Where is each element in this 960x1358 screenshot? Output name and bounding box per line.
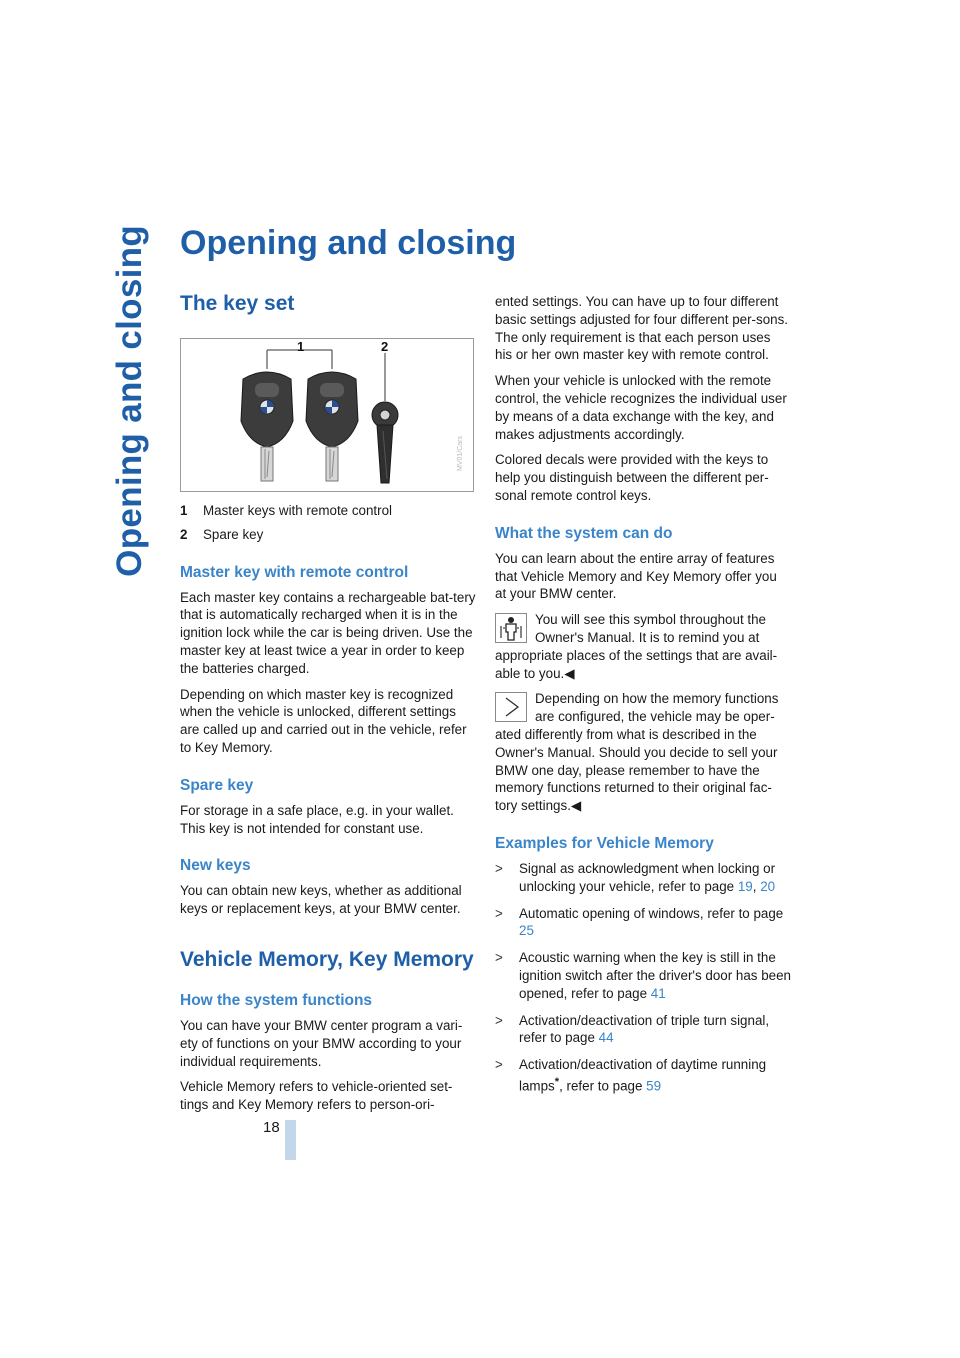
- note-memory-symbol: [495, 611, 791, 682]
- new-keys-heading: New keys: [180, 857, 251, 875]
- spare-key-icon: [372, 402, 398, 483]
- optional-equipment-star: *: [554, 1075, 560, 1088]
- list-item: > Activation/deactivation of daytime running lamps*, refer to page 59: [495, 1057, 767, 1094]
- page-number-bar: [285, 1120, 296, 1160]
- page-link-41[interactable]: 41: [650, 985, 666, 1001]
- note-configuration-text: Depending on how the memory functions are configured, the vehicle may be oper-ated differently from what is described in the Owner's Manual. Should you decide to sell your BMW one day, please remember to have the memory functions returned to their original fac-tory settings.◀: [495, 691, 779, 814]
- how-paragraph-2: Vehicle Memory refers to vehicle-oriented set-tings and Key Memory refers to person-ori-: [180, 1079, 453, 1113]
- page-link-44[interactable]: 44: [598, 1030, 614, 1046]
- note-configuration: [495, 690, 791, 815]
- key-set-heading: The key set: [180, 292, 295, 315]
- what-paragraph-1: You can learn about the entire array of features that Vehicle Memory and Key Memory offer you at your BMW center.: [495, 550, 777, 602]
- left-column: [180, 290, 476, 1114]
- person-settings-icon: [495, 613, 527, 643]
- key-set-figure: [180, 338, 474, 492]
- what-system-can-do-heading: What the system can do: [495, 524, 673, 542]
- master-key-1-icon: [241, 372, 293, 481]
- master-key-2-icon: [306, 372, 358, 481]
- side-tab-label: Opening and closing: [110, 225, 149, 577]
- list-item: > Acoustic warning when the key is still in the ignition switch after the driver's door has been opened, refer to page 41: [495, 950, 792, 1001]
- page-link-19[interactable]: 19: [737, 878, 753, 894]
- how-system-functions-heading: How the system functions: [180, 991, 373, 1009]
- page-link-25[interactable]: 25: [519, 923, 534, 939]
- list-item: > Automatic opening of windows, refer to page 25: [495, 905, 784, 939]
- list-item: > Activation/deactivation of triple turn signal, refer to page 44: [495, 1012, 770, 1046]
- side-tab: [100, 225, 160, 1065]
- new-keys-text: You can obtain new keys, whether as additional keys or replacement keys, at your BMW center.: [180, 883, 462, 917]
- legend-item-1: 1 Master keys with remote control: [180, 503, 393, 518]
- how-paragraph-2-cont: ented settings. You can have up to four different basic settings adjusted for four different per-sons. The only requirement is that each person uses his or her own master key with remote control.: [495, 294, 789, 363]
- key-set-illustration: [181, 339, 473, 491]
- right-column: [495, 293, 791, 1095]
- figure-watermark: MV01/Cars: [457, 435, 464, 471]
- callout-2: 2: [381, 339, 389, 354]
- spare-key-text: For storage in a safe place, e.g. in your wallet. This key is not intended for constant use.: [180, 802, 454, 836]
- page-number: 18: [263, 1119, 280, 1136]
- master-key-paragraph-2: Depending on which master key is recognized when the vehicle is unlocked, different settings are called up and carried out in the vehicle, refer to Key Memory.: [180, 686, 467, 755]
- how-paragraph-1: You can have your BMW center program a vari-ety of functions on your BMW according to your individual requirements.: [180, 1017, 463, 1069]
- page-link-20[interactable]: 20: [760, 878, 776, 894]
- master-key-heading: Master key with remote control: [180, 563, 409, 581]
- vehicle-memory-heading: Vehicle Memory, Key Memory: [180, 947, 474, 971]
- list-item: > Signal as acknowledgment when locking or unlocking your vehicle, refer to page 19, 20: [495, 860, 776, 894]
- examples-heading: Examples for Vehicle Memory: [495, 834, 714, 852]
- note-memory-symbol-text: You will see this symbol throughout the Owner's Manual. It is to remind you at appropriate places of the settings that are avail-able to you.◀: [495, 612, 778, 681]
- master-key-paragraph-1: Each master key contains a rechargeable bat-tery that is automatically recharged when it is in the ignition lock while the car is being driven. Use the master key at least twice a year in order to keep the batteries charged.: [180, 589, 476, 676]
- page-link-59[interactable]: 59: [646, 1078, 662, 1094]
- legend-item-2: 2 Spare key: [180, 526, 264, 542]
- play-arrow-icon: [495, 692, 527, 722]
- chapter-title: Opening and closing: [180, 224, 517, 262]
- how-paragraph-3: When your vehicle is unlocked with the remote control, the vehicle recognizes the individual user by means of a data exchange with the key, and makes adjustments accordingly.: [495, 373, 787, 442]
- spare-key-heading: Spare key: [180, 776, 254, 794]
- callout-1: 1: [297, 339, 305, 354]
- how-paragraph-4: Colored decals were provided with the keys to help you distinguish between the different per-sonal remote control keys.: [495, 452, 769, 503]
